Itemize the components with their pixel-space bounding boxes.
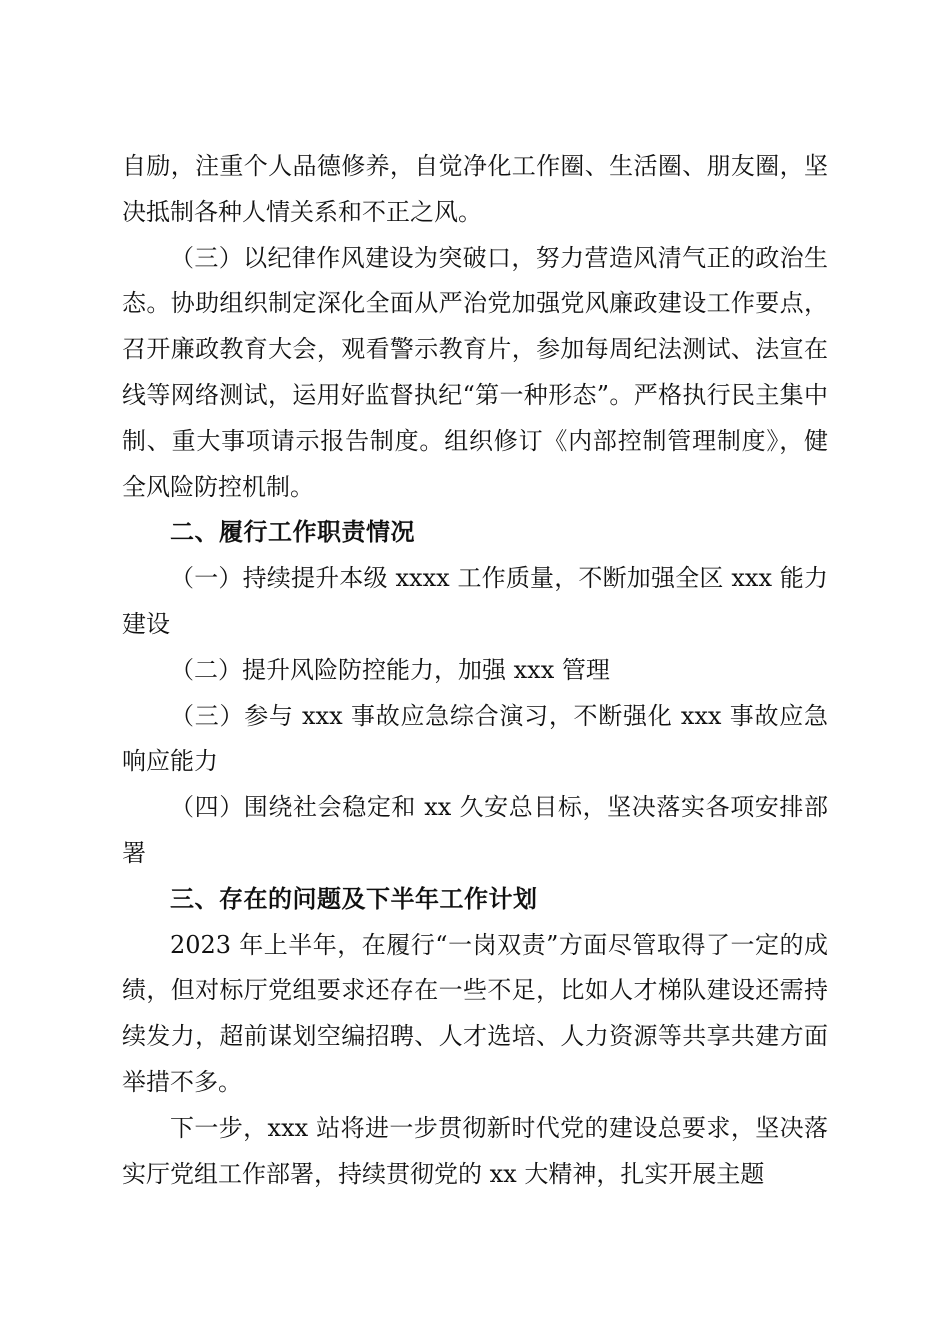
paragraph-problems: 2023 年上半年，在履行“一岗双责”方面尽管取得了一定的成绩，但对标厅党组要求还存在一些不足，比如人才梯队建设还需持续发力，超前谋划空编招聘、人才选培、人力资源等共享共建方面举措不多。 <box>122 930 828 1096</box>
section-heading-duties: 二、履行工作职责情况 <box>170 518 415 547</box>
paragraph-duty-2: （二）提升风险防控能力，加强 xxx 管理 <box>170 655 610 684</box>
paragraph-duty-3: （三）参与 xxx 事故应急综合演习，不断强化 xxx 事故应急响应能力 <box>122 701 828 776</box>
document-body <box>122 144 828 1197</box>
paragraph-self-discipline: 自励，注重个人品德修养，自觉净化工作圈、生活圈、朋友圈，坚决抵制各种人情关系和不正之风。 <box>122 152 828 226</box>
paragraph-next-steps: 下一步，xxx 站将进一步贯彻新时代党的建设总要求，坚决落实厅党组工作部署，持续贯彻党的 xx 大精神，扎实开展主题 <box>122 1113 828 1188</box>
paragraph-duty-1: （一）持续提升本级 xxxx 工作质量，不断加强全区 xxx 能力建设 <box>122 564 828 638</box>
section-heading-problems-plan: 三、存在的问题及下半年工作计划 <box>170 884 538 913</box>
paragraph-duty-4: （四）围绕社会稳定和 xx 久安总目标，坚决落实各项安排部署 <box>122 793 828 867</box>
paragraph-discipline-style: （三）以纪律作风建设为突破口，努力营造风清气正的政治生态。协助组织制定深化全面从严治党加强党风廉政建设工作要点，召开廉政教育大会，观看警示教育片，参加每周纪法测试、法宣在线等网络测试，运用好监督执纪“第一种形态”。严格执行民主集中制、重大事项请示报告制度。组织修订《内部控制管理制度》，健全风险防控机制。 <box>122 243 828 501</box>
